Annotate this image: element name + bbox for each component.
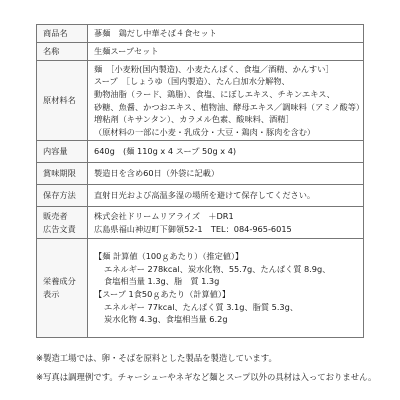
photo-footnote: ※写真は調理例です。チャーシューやネギなど麺とスープ以外の具材は入っておりません。: [36, 372, 377, 382]
quantity-label: 内容量: [37, 141, 88, 163]
nutrition-heading-noodles: 【麺 計算値（100ｇあたり）（推定値）】: [94, 251, 244, 262]
nutrition-row: [37, 239, 364, 338]
quantity-value: 640g (麺 110g x 4 スープ 50g x 4): [88, 141, 364, 163]
expiry-row: [37, 163, 364, 185]
seller-row: [37, 207, 364, 239]
nutrition-heading-soup: 【スープ 1食50ｇあたり（計算値）】: [94, 289, 231, 299]
product-name-row: [37, 25, 364, 43]
ingredients-row: [37, 61, 364, 141]
ingredients-line: 動物油脂（ラード、鶏脂）、食塩、にぼしエキス、チキンエキス、: [94, 88, 335, 99]
storage-value: 直射日光および高温多湿の場所を避けて保存してください。: [88, 185, 364, 207]
product-info-table: [36, 24, 364, 338]
ingredients-line: （原材料の一部に小麦・乳成分・大豆・鶏肉・豚肉を含む）: [94, 126, 316, 137]
nutrition-line: エネルギー 77kcal、たんぱく質 3.1g、脂質 5.3g、: [104, 301, 299, 312]
ingredients-line: 増粘剤（キサンタン）、カラメル色素、酸味料、酒精］: [94, 114, 294, 125]
nutrition-line: 食塩相当量 1.3g、脂 質 1.3g: [104, 276, 220, 287]
ingredients-value: [88, 61, 364, 141]
seller-label-line: 販売者: [43, 210, 68, 221]
ingredients-line: 麺 ［小麦粉(国内製造)、小麦たんぱく、食塩／酒精、かんすい］: [94, 63, 334, 74]
ingredients-line: 砂糖、魚醤、かつおエキス、植物油、酵母エキス／調味料（アミノ酸等）: [94, 101, 365, 112]
seller-address: 広島県福山神辺町下御領52-1 TEL：084-965-6015: [94, 223, 292, 234]
name-label: 名称: [37, 43, 88, 61]
ingredients-line: スープ ［しょうゆ（国内製造）、たん白加水分解物、: [94, 76, 290, 87]
name-value: 生麺スープセット: [88, 43, 364, 61]
name-row: [37, 43, 364, 61]
nutrition-value: [88, 239, 364, 338]
seller-company: 株式会社ドリームリアライズ ＋DR1: [94, 210, 234, 221]
ad-responsibility-label-line: 広告文責: [43, 223, 76, 234]
quantity-row: [37, 141, 364, 163]
seller-label: [37, 207, 88, 239]
allergen-footnote: ※製造工場では、卵・そばを原料とした製品を製造しています。: [36, 353, 277, 363]
nutrition-line: 炭水化物 4.3g、食塩相当量 6.2g: [104, 314, 228, 325]
expiry-value: 製造日を含め60日（外袋に記載）: [88, 163, 364, 185]
storage-row: [37, 185, 364, 207]
nutrition-line: エネルギー 278kcal、炭水化物、55.7g、たんぱく質 8.9g、: [104, 263, 331, 274]
seller-value: [88, 207, 364, 239]
storage-label: 保存方法: [37, 185, 88, 207]
product-name-label: 商品名: [37, 25, 88, 43]
nutrition-label: 栄養成分表示: [37, 239, 88, 338]
expiry-label: 賞味期限: [37, 163, 88, 185]
product-name-value: 蔘麺 鶏だし中華そば４食セット: [88, 25, 364, 43]
ingredients-label: 原材料名: [37, 61, 88, 141]
